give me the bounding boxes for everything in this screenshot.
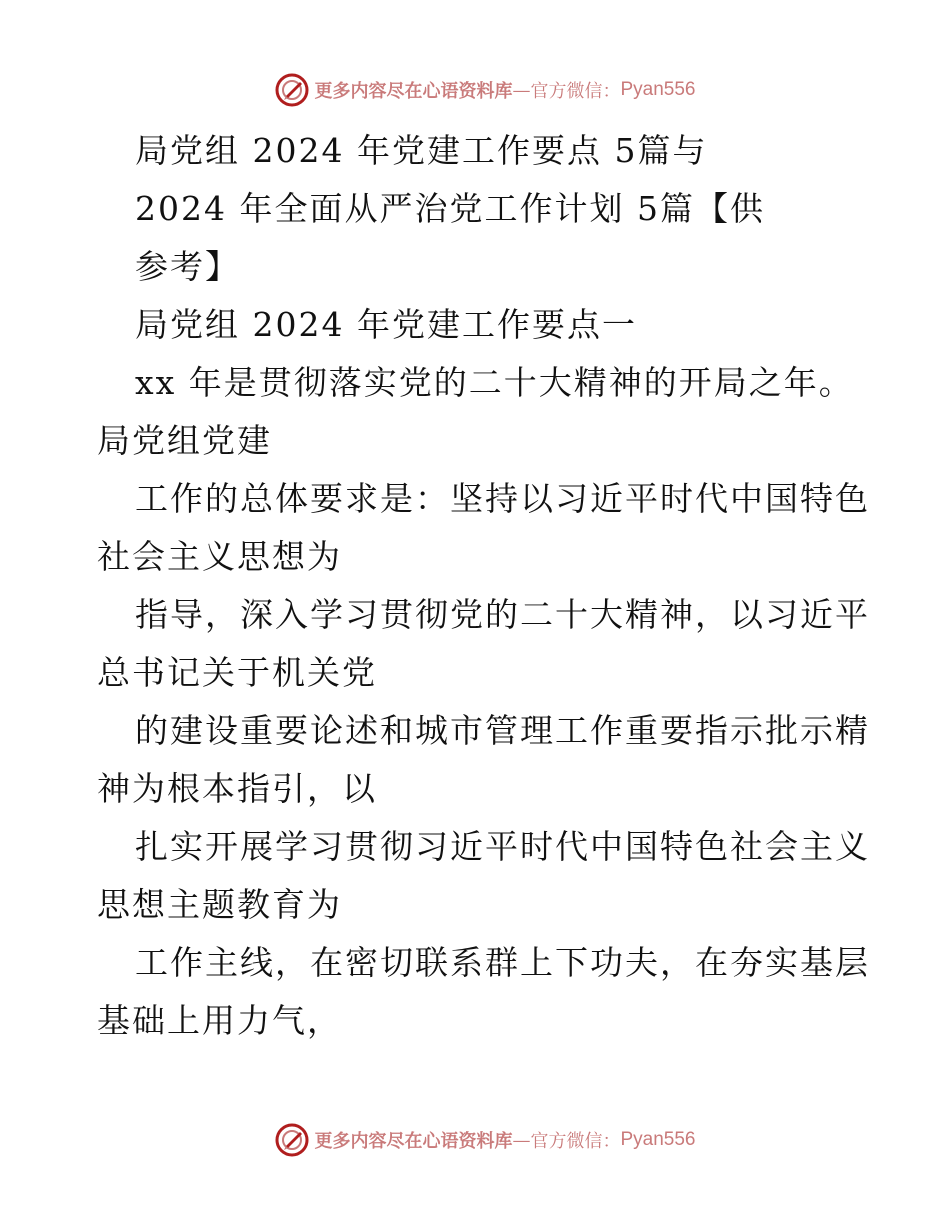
brand-logo-icon — [274, 1122, 310, 1158]
contact-label: 官方微信： — [530, 1131, 621, 1152]
paragraph-line: 局党组党建 — [97, 421, 272, 460]
paragraph-line: 工作的总体要求是：坚持以习近平时代中国特色 — [135, 479, 870, 518]
paragraph-line: 指导，深入学习贯彻党的二十大精神，以习近平 — [135, 595, 870, 634]
footer-banner — [0, 1120, 950, 1160]
title-line-1: 局党组 2024 年党建工作要点 5篇与 — [135, 131, 708, 170]
paragraph-line: 社会主义思想为 — [97, 537, 342, 576]
contact-id: Pyan556 — [620, 1129, 696, 1150]
banner-dash: — — [512, 1129, 531, 1151]
title-line-2: 2024 年全面从严治党工作计划 5篇【供 — [135, 189, 765, 228]
paragraph-line: 扎实开展学习贯彻习近平时代中国特色社会主义 — [135, 827, 870, 866]
contact-label: 官方微信： — [530, 81, 621, 102]
paragraph-line: 工作主线，在密切联系群上下功夫，在夯实基层 — [135, 943, 870, 982]
paragraph-line: 基础上用力气， — [97, 1001, 342, 1040]
paragraph-line: 思想主题教育为 — [97, 885, 342, 924]
brand-name: 更多内容尽在心语资料库 — [314, 1131, 513, 1152]
document-body — [97, 122, 877, 1050]
banner-dash: — — [512, 79, 531, 101]
paragraph-line: 的建设重要论述和城市管理工作重要指示批示精 — [135, 711, 870, 750]
paragraph-line: 神为根本指引，以 — [97, 769, 377, 808]
paragraph-line: 总书记关于机关党 — [97, 653, 377, 692]
contact-id: Pyan556 — [620, 79, 696, 100]
title-line-3: 参考】 — [135, 247, 240, 286]
brand-logo-icon — [274, 72, 310, 108]
brand-name: 更多内容尽在心语资料库 — [314, 81, 513, 102]
paragraph-line: xx 年是贯彻落实党的二十大精神的开局之年。 — [135, 363, 854, 402]
header-banner — [0, 70, 950, 110]
section-heading: 局党组 2024 年党建工作要点一 — [135, 305, 637, 344]
